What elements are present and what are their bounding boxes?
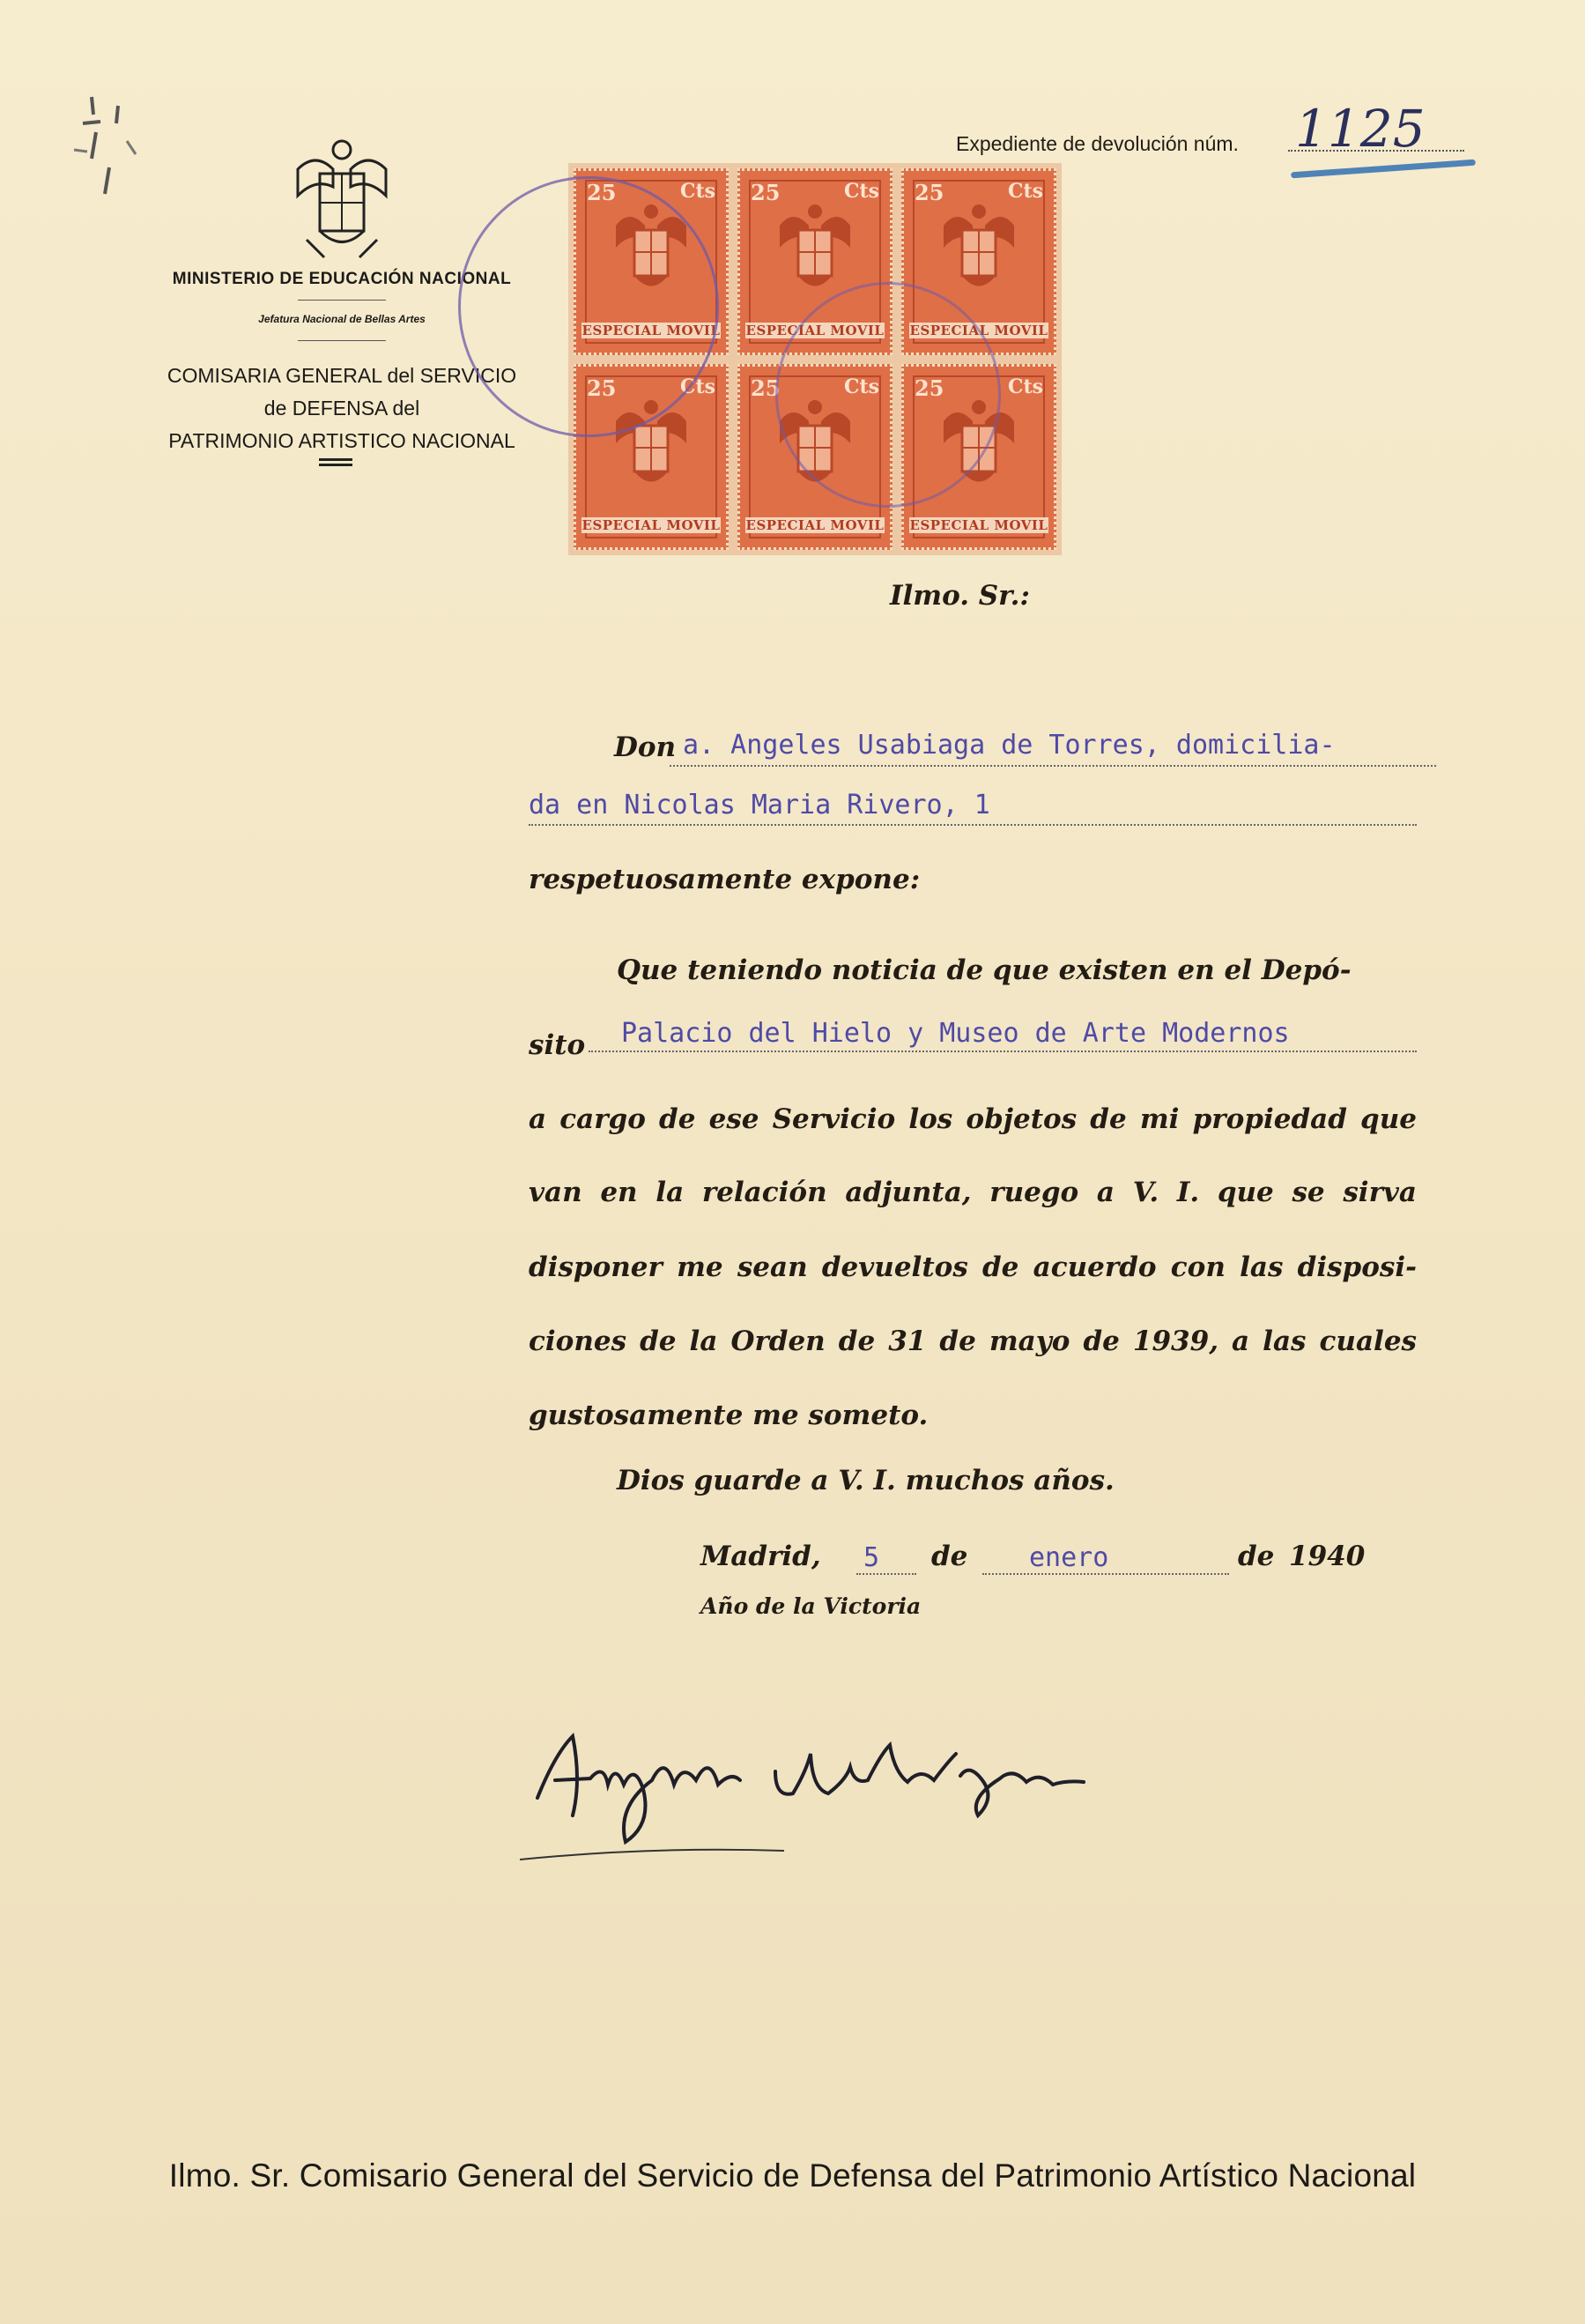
typed-address: da en Nicolas Maria Rivero, 1 bbox=[529, 790, 990, 820]
year: 1940 bbox=[1289, 1541, 1366, 1572]
don-label: Don bbox=[614, 731, 677, 763]
postmark-circle bbox=[458, 176, 719, 437]
eagle-emblem-icon bbox=[775, 199, 855, 305]
stamp-unit: Cts bbox=[1007, 375, 1043, 398]
de-label: de bbox=[1238, 1541, 1275, 1572]
typed-name: a. Angeles Usabiaga de Torres, domicilia- bbox=[683, 730, 1336, 761]
coat-of-arms-icon bbox=[289, 134, 395, 266]
stamp-label: ESPECIAL MOVIL bbox=[581, 322, 721, 338]
dotted-line bbox=[982, 1573, 1229, 1575]
stamp-label: ESPECIAL MOVIL bbox=[909, 322, 1048, 338]
paragraph-line: gustosamente me someto. bbox=[529, 1400, 929, 1431]
stamp-value: 25 bbox=[751, 180, 781, 205]
typed-deposit: Palacio del Hielo y Museo de Arte Modernos bbox=[621, 1018, 1290, 1049]
stamp-unit: Cts bbox=[679, 180, 715, 203]
stamp-unit: Cts bbox=[843, 375, 879, 398]
sito-label: sito bbox=[529, 1029, 586, 1061]
eagle-emblem-icon bbox=[939, 199, 1018, 305]
paragraph-line: a cargo de ese Servicio los objetos de mi propiedad que bbox=[529, 1103, 1417, 1135]
margin-marks bbox=[56, 88, 153, 229]
expediente-number: 1125 bbox=[1295, 99, 1426, 159]
dotted-line bbox=[856, 1573, 916, 1575]
comisaria-line: COMISARIA GENERAL del SERVICIO bbox=[167, 364, 517, 387]
paragraph-start: Que teniendo noticia de que existen en el Depó- bbox=[617, 954, 1352, 986]
handwritten-signature bbox=[520, 1701, 1207, 1877]
stamp-value: 25 bbox=[587, 375, 617, 401]
stamp-label: ESPECIAL MOVIL bbox=[909, 517, 1048, 533]
typed-day: 5 bbox=[863, 1542, 880, 1573]
stamp-label: ESPECIAL MOVIL bbox=[581, 517, 721, 533]
divider bbox=[298, 340, 386, 341]
stamp-unit: Cts bbox=[679, 375, 715, 398]
salutation: Ilmo. Sr.: bbox=[890, 580, 1030, 612]
expone-line: respetuosamente expone: bbox=[529, 864, 921, 895]
jefatura-name: Jefatura Nacional de Bellas Artes bbox=[258, 313, 426, 325]
stamp-unit: Cts bbox=[843, 180, 879, 203]
divider bbox=[298, 300, 386, 301]
comisaria-line: PATRIMONIO ARTISTICO NACIONAL bbox=[168, 429, 515, 452]
de-label: de bbox=[931, 1541, 968, 1572]
blue-pencil-underline bbox=[1291, 160, 1476, 179]
expediente-label: Expediente de devolución núm. bbox=[956, 132, 1239, 155]
stamp-value: 25 bbox=[915, 375, 944, 401]
stamp-label: ESPECIAL MOVIL bbox=[745, 517, 885, 533]
paragraph-line: disponer me sean devueltos de acuerdo con las disposi- bbox=[529, 1251, 1417, 1283]
dotted-line bbox=[670, 765, 1436, 767]
double-rule bbox=[319, 458, 352, 466]
typed-month: enero bbox=[1029, 1542, 1109, 1573]
stamp-value: 25 bbox=[587, 180, 617, 205]
stamp-label: ESPECIAL MOVIL bbox=[745, 322, 885, 338]
stamp-value: 25 bbox=[751, 375, 781, 401]
addressee-footer: Ilmo. Sr. Comisario General del Servicio de Defensa del Patrimonio Artístico Nacional bbox=[168, 2157, 1417, 2194]
closing-line: Dios guarde a V. I. muchos años. bbox=[617, 1465, 1115, 1496]
place-label: Madrid, bbox=[700, 1541, 821, 1572]
postmark-circle bbox=[775, 282, 1001, 508]
victoria-line: Año de la Victoria bbox=[700, 1593, 922, 1619]
stamp-value: 25 bbox=[915, 180, 944, 205]
dotted-line bbox=[589, 1051, 1417, 1052]
paragraph-line: ciones de la Orden de 31 de mayo de 1939, a las cuales bbox=[529, 1325, 1417, 1357]
stamp-unit: Cts bbox=[1007, 180, 1043, 203]
comisaria-line: de DEFENSA del bbox=[263, 397, 420, 420]
paragraph-line: van en la relación adjunta, ruego a V. I. que se sirva bbox=[529, 1177, 1417, 1208]
ministry-name: MINISTERIO DE EDUCACIÓN NACIONAL bbox=[172, 270, 512, 288]
dotted-line bbox=[529, 824, 1417, 826]
